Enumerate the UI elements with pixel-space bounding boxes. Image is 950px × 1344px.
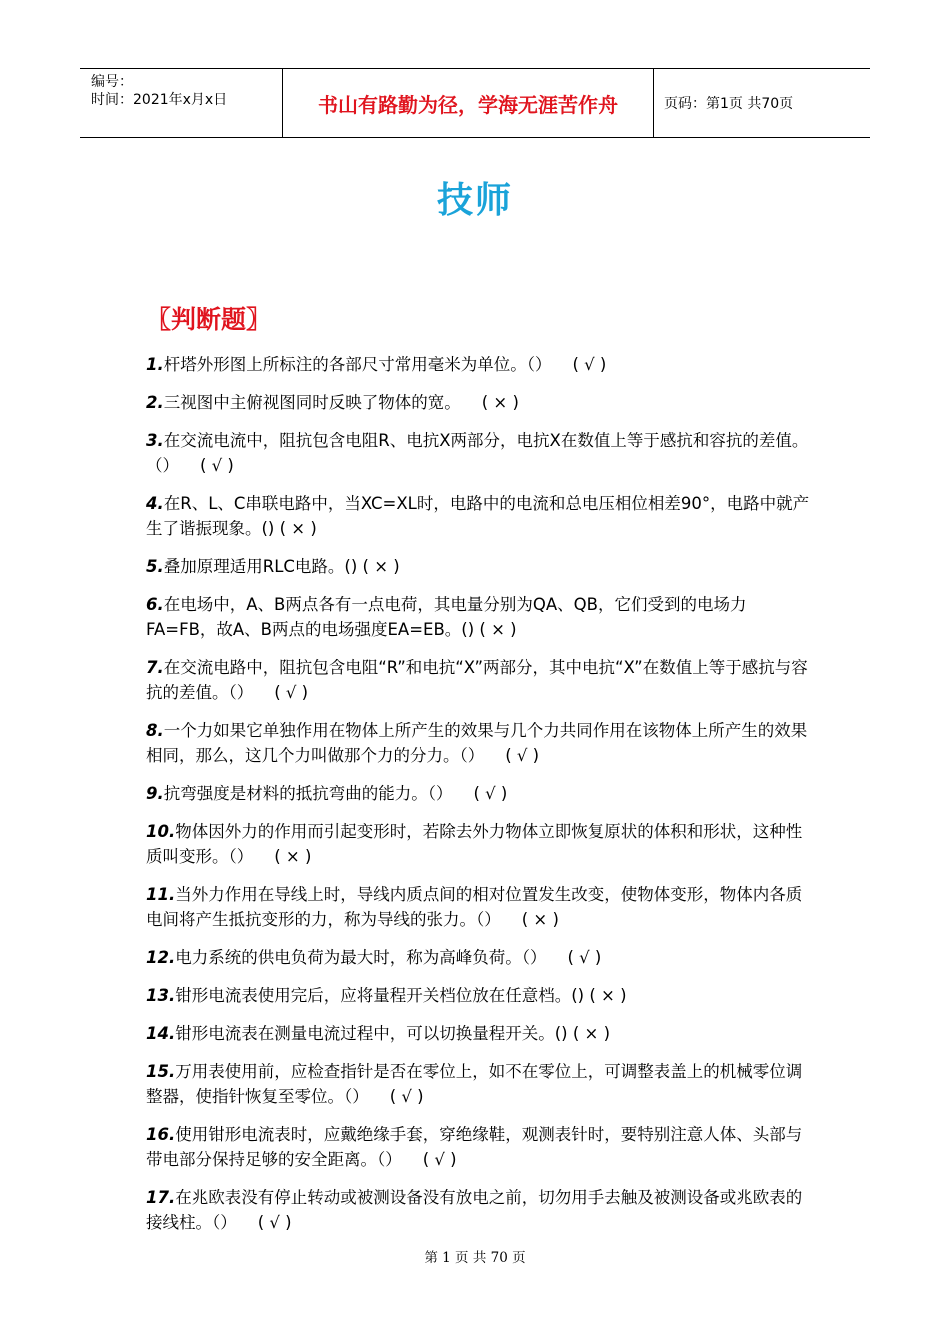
- question-number: 1.: [146, 355, 164, 374]
- question-item: [146, 592, 816, 642]
- question-item: [146, 983, 816, 1008]
- question-text: 在R、L、C串联电路中，当XC=XL时，电路中的电流和总电压相位相差90°，电路中就产生了谐振现象。() ( × ): [146, 494, 810, 538]
- question-text: 在电场中，A、B两点各有一点电荷，其电量分别为QA、QB，它们受到的电场力FA=FB，故A、B两点的电场强度EA=EB。() ( × ): [146, 595, 747, 639]
- question-text: 万用表使用前，应检查指针是否在零位上，如不在零位上，可调整表盖上的机械零位调整器，使指针恢复至零位。（） ( √ ): [146, 1062, 803, 1106]
- question-item: [146, 655, 816, 705]
- section-heading: 〖判断题〗: [146, 305, 272, 334]
- question-item: [146, 781, 816, 806]
- question-text: 使用钳形电流表时，应戴绝缘手套，穿绝缘鞋，观测表针时，要特别注意人体、头部与带电部分保持足够的安全距离。（） ( √ ): [146, 1125, 803, 1169]
- question-number: 5.: [146, 557, 164, 576]
- question-item: [146, 945, 816, 970]
- header-page-info: 页码：第1页 共70页: [664, 96, 794, 112]
- question-item: [146, 491, 816, 541]
- question-number: 6.: [146, 595, 164, 614]
- question-item: [146, 390, 816, 415]
- question-text: 在交流电路中，阻抗包含电阻“R”和电抗“X”两部分，其中电抗“X”在数值上等于感抗与容抗的差值。（） ( √ ): [146, 658, 808, 702]
- question-number: 2.: [146, 393, 164, 412]
- page-footer: 第 1 页 共 70 页: [424, 1250, 526, 1266]
- question-item: [146, 1021, 816, 1046]
- question-item: [146, 1122, 816, 1172]
- question-item: [146, 1185, 816, 1235]
- question-number: 14.: [146, 1024, 176, 1043]
- question-text: 叠加原理适用RLC电路。() ( × ): [163, 557, 400, 576]
- question-number: 10.: [146, 822, 176, 841]
- question-number: 16.: [146, 1125, 176, 1144]
- question-text: 当外力作用在导线上时，导线内质点间的相对位置发生改变，使物体变形，物体内各质电间将产生抵抗变形的力，称为导线的张力。（） ( × ): [146, 885, 803, 929]
- question-text: 在交流电流中，阻抗包含电阻R、电抗X两部分，电抗X在数值上等于感抗和容抗的差值。（） ( √ ): [146, 431, 809, 475]
- question-number: 8.: [146, 721, 164, 740]
- document-title: 技师: [436, 180, 513, 221]
- header-meta: [80, 69, 282, 137]
- question-item: [146, 718, 816, 768]
- question-text: 钳形电流表使用完后，应将量程开关档位放在任意档。() ( × ): [175, 986, 627, 1005]
- question-text: 杆塔外形图上所标注的各部尺寸常用毫米为单位。（） ( √ ): [163, 355, 607, 374]
- question-text: 物体因外力的作用而引起变形时，若除去外力物体立即恢复原状的体积和形状，这种性质叫变形。（） ( × ): [146, 822, 803, 866]
- question-text: 抗弯强度是材料的抵抗弯曲的能力。（） ( √ ): [163, 784, 508, 803]
- question-item: [146, 1059, 816, 1109]
- question-number: 7.: [146, 658, 164, 677]
- question-item: [146, 819, 816, 869]
- document-header: [80, 68, 870, 138]
- number-label: 编号：: [91, 74, 133, 90]
- question-number: 15.: [146, 1062, 176, 1081]
- question-text: 三视图中主俯视图同时反映了物体的宽。 ( × ): [163, 393, 519, 412]
- question-text: 钳形电流表在测量电流过程中，可以切换量程开关。() ( × ): [175, 1024, 611, 1043]
- question-number: 13.: [146, 986, 176, 1005]
- question-item: [146, 554, 816, 579]
- question-text: 在兆欧表没有停止转动或被测设备没有放电之前，切勿用手去触及被测设备或兆欧表的接线柱。（） ( √ ): [146, 1188, 803, 1232]
- question-number: 4.: [146, 494, 164, 513]
- question-list: [146, 352, 816, 1235]
- question-number: 3.: [146, 431, 164, 450]
- question-number: 17.: [146, 1188, 176, 1207]
- header-motto: 书山有路勤为径，学海无涯苦作舟: [282, 69, 654, 137]
- question-text: 一个力如果它单独作用在物体上所产生的效果与几个力共同作用在该物体上所产生的效果相同，那么，这几个力叫做那个力的分力。（） ( √ ): [146, 721, 808, 765]
- date-line: 时间：2021年x月x日: [91, 92, 228, 108]
- question-number: 12.: [146, 948, 176, 967]
- question-item: [146, 352, 816, 377]
- question-item: [146, 428, 816, 478]
- question-item: [146, 882, 816, 932]
- question-number: 9.: [146, 784, 164, 803]
- question-text: 电力系统的供电负荷为最大时，称为高峰负荷。（） ( √ ): [175, 948, 602, 967]
- question-number: 11.: [146, 885, 176, 904]
